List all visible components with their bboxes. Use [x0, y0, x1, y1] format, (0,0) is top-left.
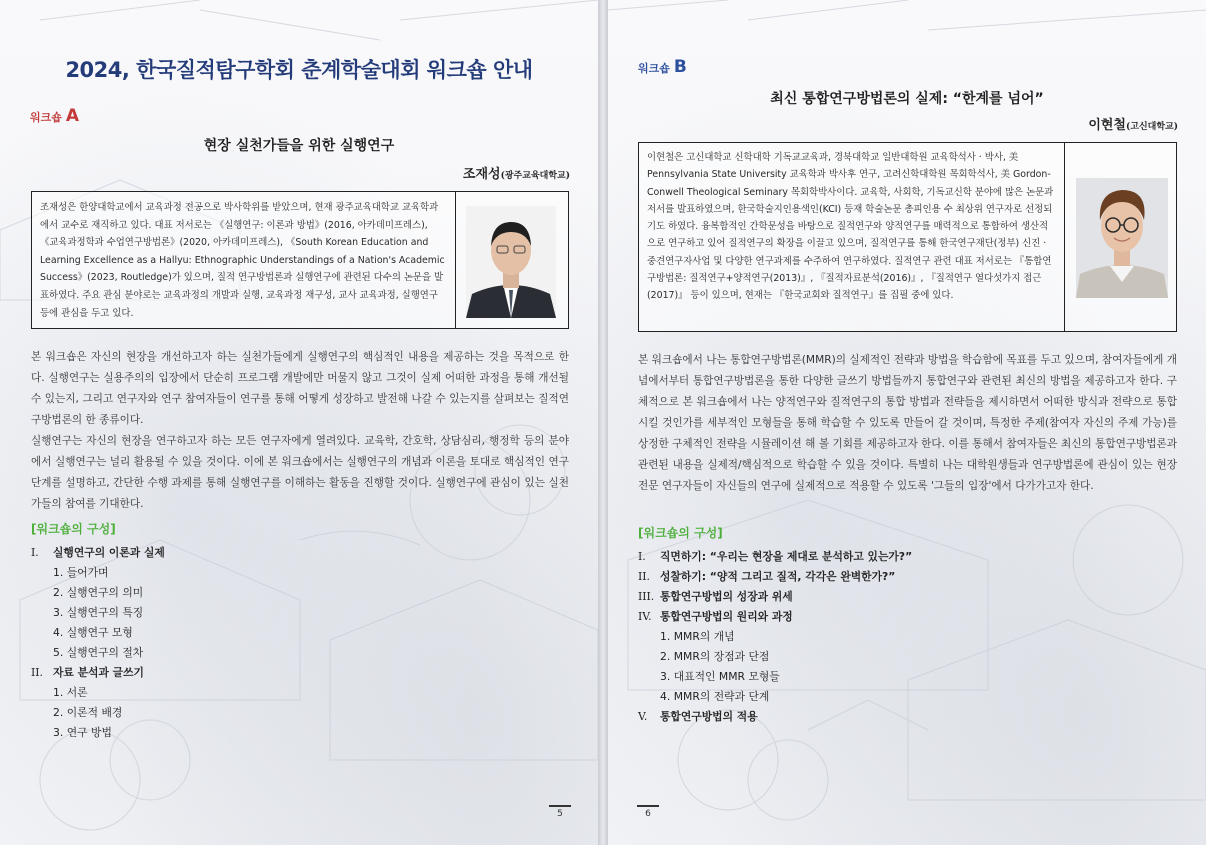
structure-heading-b: [워크숍의 구성] [638, 526, 723, 540]
outline-sub-item: 1. 들어가며 [53, 566, 109, 579]
bio-text-b: 이현철은 고신대학교 신학대학 기독교교육과, 경북대학교 일반대학원 교육학석사 · 박사, 美 Pennsylvania State University 교육학과 박사후 연구, 고려신학대학원 목회학석사, 美 Gordon-Conwell Theological Seminary 목회학박사이다. 교육학, 사회학, 기독교신학 분야에 많은 논문과 저서를 발표하였으며, 한국학술지인용색인(KCI) 등재 학술논문 총피인용 수 최상위 연구자로 선정되기도 하였다. 융복합적인 간학문성을 바탕으로 질적연구와 양적연구를 매력적으로 통합하여 생산적으로 연구하고 있어 질적연구의 확장을 이끌고 있으며, 질적연구를 통해 한국연구재단(정부) 신진 · 중견연구자사업 및 다양한 연구과제를 수주하여 연구하였다. 질적연구 관련 대표 저서로는 『통합연구방법론: 질적연구+양적연구(2013)』, 『질적자료분석(2016)』, 『질적연구 열다섯가지 접근(2017)』 등이 있으며, 현재는 『한국교회와 질적연구』를 집필 중에 있다. [639, 143, 1065, 331]
outline-major-item: II. 자료 분석과 글쓰기 [31, 666, 144, 679]
session-title-b: 최신 통합연구방법론의 실제: “한계를 넘어” [770, 91, 1044, 107]
book-gutter [598, 0, 608, 845]
presenter-name: 조재성 [462, 167, 501, 182]
outline-major-item: I. 직면하기: “우리는 현장을 제대로 분석하고 있는가?” [638, 550, 913, 563]
outline-sub-item: 2. MMR의 장점과 단점 [660, 650, 770, 663]
presenter-name: 이현철 [1088, 118, 1126, 133]
outline-a [31, 543, 165, 743]
presenter-affiliation: (광주교육대학교) [500, 171, 570, 181]
outline-sub-item: 4. MMR의 전략과 단계 [660, 690, 770, 703]
outline-b [638, 547, 912, 727]
outline-sub-item: 3. 연구 방법 [53, 726, 112, 739]
page-number-right: 6 [637, 805, 659, 819]
left-page [0, 0, 598, 845]
right-page [608, 0, 1206, 845]
outline-sub-item: 3. 실행연구의 특징 [53, 606, 144, 619]
workshop-label-text: 워크숍 [30, 111, 62, 124]
outline-major-item: II. 성찰하기: “양적 그리고 질적, 각각은 완벽한가?” [638, 570, 896, 583]
presenter-photo-b [1076, 178, 1168, 298]
main-title: 2024, 한국질적탐구학회 춘계학술대회 워크숍 안내 [65, 58, 533, 82]
workshop-letter: B [673, 57, 687, 77]
outline-sub-item: 2. 이론적 배경 [53, 706, 123, 719]
page-number-left: 5 [549, 805, 571, 819]
outline-major-item: V. 통합연구방법의 적용 [638, 710, 758, 723]
workshop-label-text: 워크숍 [638, 62, 670, 75]
presenter-affiliation: (고신대학교) [1126, 122, 1178, 132]
workshop-label-b [638, 57, 687, 77]
outline-sub-item: 4. 실행연구 모형 [53, 626, 133, 639]
structure-heading-a: [워크숍의 구성] [31, 522, 116, 536]
outline-sub-item: 1. MMR의 개념 [660, 630, 735, 643]
outline-sub-item: 1. 서론 [53, 686, 88, 699]
outline-major-item: I. 실행연구의 이론과 실제 [31, 546, 165, 559]
outline-major-item: III. 통합연구방법의 성장과 위세 [638, 590, 793, 603]
session-title-a: 현장 실천가들을 위한 실행연구 [203, 138, 395, 154]
intro-paragraph-1: 본 워크숍은 자신의 현장을 개선하고자 하는 실천가들에게 실행연구의 핵심적인 내용을 제공하는 것을 목적으로 한다. 실행연구는 실용주의의 입장에서 단순히 프로그램 개발에만 머물지 않고 그것이 실제 어떠한 과정을 통해 개선될 수 있는지, 그리고 연구자와 연구 참여자들이 연구를 통해 어떻게 성장하고 발전해 나갈 수 있는지를 살펴보는 질적연구방법론의 한 종류이다. [31, 351, 569, 426]
presenter-a [463, 163, 570, 182]
outline-major-item: IV. 통합연구방법의 원리와 과정 [638, 610, 793, 623]
outline-sub-item: 5. 실행연구의 절차 [53, 646, 144, 659]
workshop-letter: A [65, 106, 80, 126]
workshop-label-a [30, 106, 79, 126]
intro-paragraph-b: 본 워크숍에서 나는 통합연구방법론(MMR)의 실제적인 전략과 방법을 학습함에 목표를 두고 있으며, 참여자들에게 개념에서부터 통합연구방법론을 통한 다양한 글쓰기 방법들까지 통합연구와 관련된 최신의 방법을 제공하고자 한다. 구체적으로 본 워크숍에서 나는 양적연구와 질적연구의 통합 방법과 전략들을 제시하면서 어떠한 방식과 전략으로 통합시킬 것인가를 세부적인 모형들을 통해 학습할 수 있도록 만들어 갈 것이며, 특정한 주제(참여자 자신의 주제 가능)를 상정한 구체적인 전략을 시뮬레이션 해 볼 기회를 제공하고자 한다. 이를 통해서 참여자들은 최신의 통합연구방법론과 관련된 내용을 실제적/핵심적으로 학습할 수 있을 것이다. 특별히 나는 대학원생들과 연구방법론에 관심이 있는 현장 전문 연구자들이 자신들의 연구에 실제적으로 적용할 수 있도록 '그들의 입장'에서 다가가고자 한다. [638, 354, 1177, 492]
presenter-photo-a [466, 206, 556, 318]
bio-box-a [31, 191, 569, 329]
presenter-b [1088, 114, 1178, 133]
outline-sub-item: 3. 대표적인 MMR 모형들 [660, 670, 780, 683]
outline-sub-item: 2. 실행연구의 의미 [53, 586, 144, 599]
bio-box-b [638, 142, 1177, 332]
bio-text-a: 조재성은 한양대학교에서 교육과정 전공으로 박사학위를 받았으며, 현재 광주교육대학교 교육학과에서 교수로 재직하고 있다. 대표 저서로는 《실행연구: 이론과 방법》(2016, 아카데미프레스), 《교육과정학과 수업연구방법론》(2020, 아카데미프레스), 《South Korean Education and Learning Excellence as a Hallyu: Ethnographic Understandings of a Nation's Academic Success》(2023, Routledge)가 있으며, 질적 연구방법론과 실행연구에 관련된 다수의 논문을 발표하였다. 주요 관심 분야로는 교육과정의 개발과 실행, 교육과정 재구성, 교사 교육과정, 실행연구 등에 관심을 두고 있다. [32, 192, 456, 328]
intro-paragraph-2: 실행연구는 자신의 현장을 연구하고자 하는 모든 연구자에게 열려있다. 교육학, 간호학, 상담심리, 행정학 등의 분야에서 실행연구는 널리 활용될 수 있을 것이다. 이에 본 워크숍에서는 실행연구의 개념과 이론을 토대로 핵심적인 연구 단계를 설명하고, 간단한 수행 과제를 통해 실행연구를 이해하는 활동을 진행할 것이다. 실행연구에 관심이 있는 실천가들의 참여를 기대한다. [31, 435, 569, 510]
